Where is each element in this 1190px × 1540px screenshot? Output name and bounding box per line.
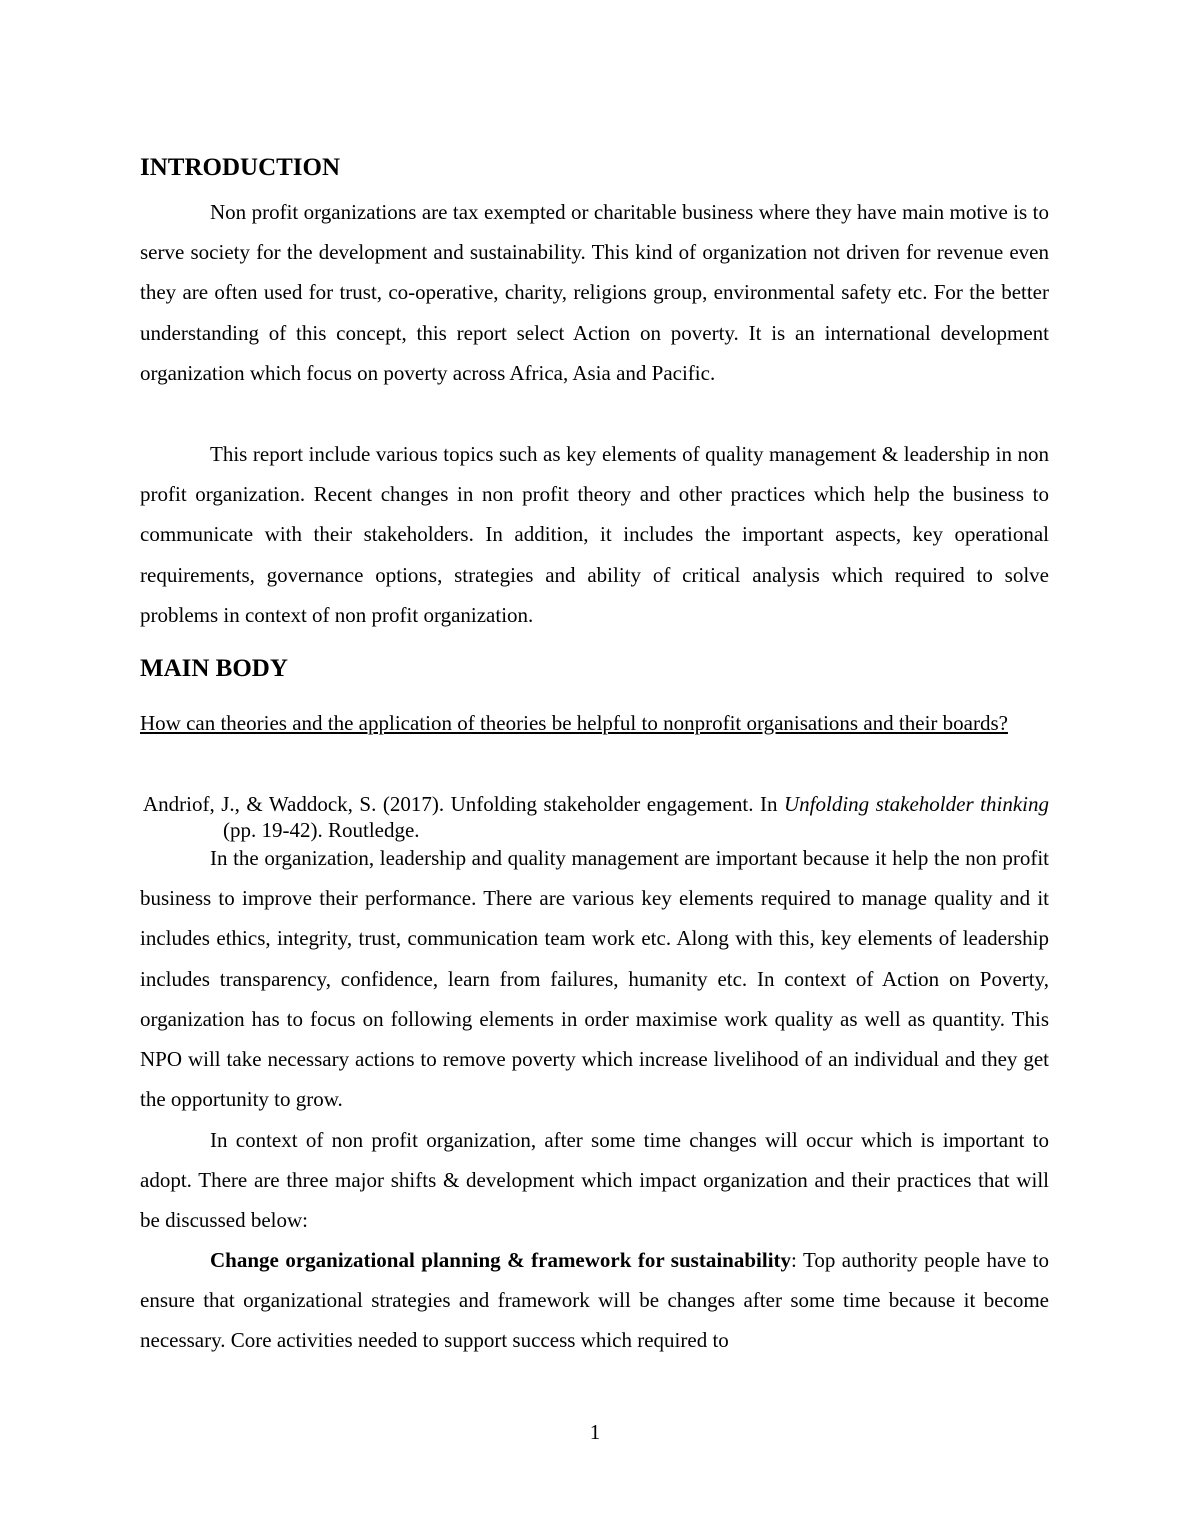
citation — [143, 791, 1049, 843]
main-paragraph-2: In context of non profit organization, after some time changes will occur which is important to adopt. There are three major shifts & development which impact organization and their practices that will be discussed below: — [140, 1128, 1049, 1233]
intro-paragraph-1: Non profit organizations are tax exempted or charitable business where they have main motive is to serve society for the development and sustainability. This kind of organization not driven for revenue even they are often used for trust, co-operative, charity, religions group, environmental safety etc. For the better understanding of this concept, this report select Action on poverty. It is an international development organization which focus on poverty across Africa, Asia and Pacific. — [140, 200, 1049, 385]
citation-title: Unfolding stakeholder thinking — [783, 792, 1049, 816]
main-paragraph-1: In the organization, leadership and quality management are important because it help the non profit business to improve their performance. There are various key elements required to manage quality and it includes ethics, integrity, trust, communication team work etc. Along with this, key elements of leadership includes transparency, confidence, learn from failures, humanity etc. In context of Action on Poverty, organization has to focus on following elements in order maximise work quality as well as quantity. This NPO will take necessary actions to remove poverty which increase livelihood of an individual and they get the opportunity to grow. — [140, 846, 1049, 1112]
main-paragraph-3 — [140, 1240, 1049, 1361]
subheading-bold: Change organizational planning & framework for sustainability — [210, 1248, 792, 1272]
intro-paragraph-2: This report include various topics such as key elements of quality management & leadership in non profit organization. Recent changes in non profit theory and other practices which help the business to communicate with their stakeholders. In addition, it includes the important aspects, key operational requirements, governance options, strategies and ability of critical analysis which required to solve problems in context of non profit organization. — [140, 442, 1049, 627]
question-heading: How can theories and the application of theories be helpful to nonprofit organisations and their boards? — [140, 711, 1008, 735]
main-body-heading: MAIN BODY — [140, 655, 288, 682]
intro-heading: INTRODUCTION — [140, 154, 341, 181]
citation-prefix: Andriof, J., & Waddock, S. (2017). Unfolding stakeholder engagement. In — [143, 792, 784, 816]
paragraph-text: : Top authority people have to ensure that organizational strategies and framework will be changes after some time because it become necessary. Core activities needed to support success which required to — [140, 1248, 1050, 1353]
page-number: 1 — [589, 1420, 601, 1444]
citation-suffix: (pp. 19-42). Routledge. — [223, 818, 420, 842]
